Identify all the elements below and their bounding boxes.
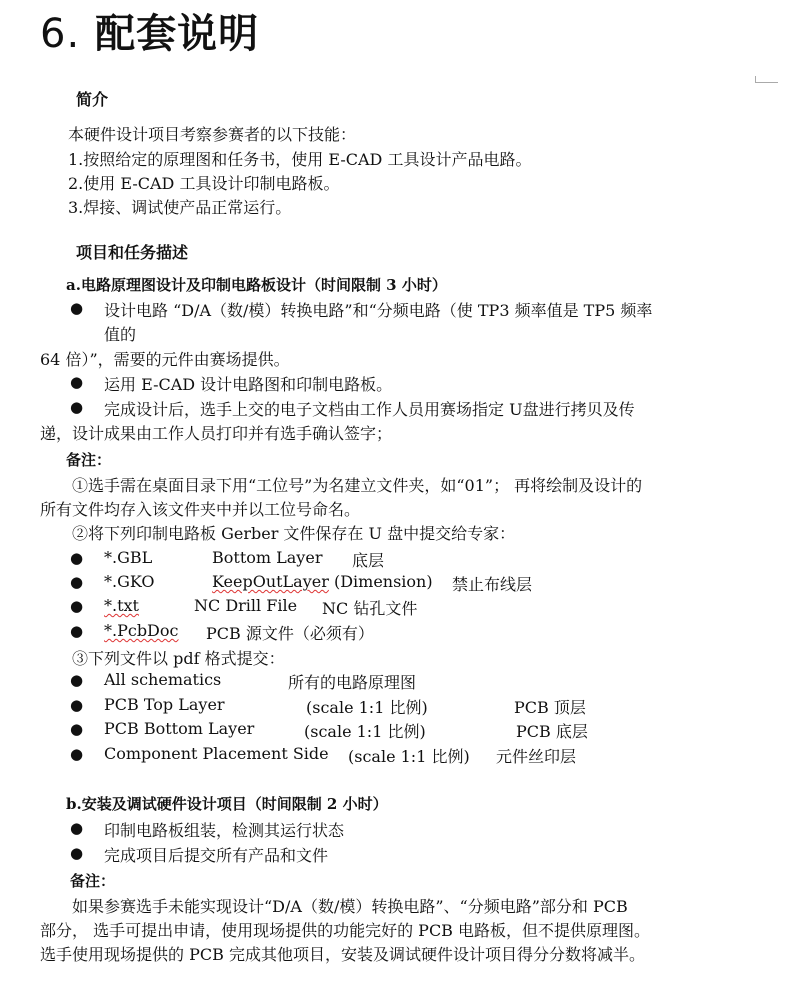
task-a-item-cont: 64 倍）”，需要的元件由赛场提供。 — [40, 350, 290, 369]
bullet-icon: ● — [70, 398, 84, 416]
bullet-icon: ● — [70, 720, 84, 738]
bullet-icon: ● — [70, 622, 84, 640]
gerber-ext: *.PcbDoc — [104, 621, 179, 640]
bullet-icon: ● — [70, 373, 84, 391]
gerber-name-main: KeepOutLayer — [212, 572, 329, 591]
task-a-item-cont: 递，设计成果由工作人员打印并有选手确认签字； — [40, 424, 393, 443]
task-a-item: 完成设计后，选手上交的电子文档由工作人员用赛场指定 U盘进行拷贝及传 — [104, 400, 635, 419]
note-heading: 备注： — [70, 872, 116, 890]
intro-item: 2.使用 E-CAD 工具设计印制电路板。 — [68, 174, 340, 193]
pdf-name: All schematics — [104, 670, 222, 689]
gerber-desc: 底层 — [352, 551, 385, 570]
project-heading: 项目和任务描述 — [76, 243, 189, 262]
pdf-scale: 所有的电路原理图 — [288, 673, 417, 692]
gerber-name — [212, 572, 433, 591]
section-title: 配套说明 — [95, 11, 260, 57]
gerber-ext: *.GBL — [104, 548, 153, 567]
note-item-cont: 所有文件均存入该文件夹中并以工位号命名。 — [40, 500, 361, 519]
note-item: ②将下列印制电路板 Gerber 文件保存在 U 盘中提交给专家： — [72, 524, 516, 543]
gerber-desc: NC 钻孔文件 — [322, 599, 418, 618]
bullet-icon: ● — [70, 597, 84, 615]
pdf-name: Component Placement Side — [104, 744, 329, 763]
section-number: 6. — [40, 11, 81, 57]
pdf-scale: (scale 1:1 比例) — [306, 698, 428, 717]
bullet-icon: ● — [70, 745, 84, 763]
pdf-scale: (scale 1:1 比例) — [348, 747, 470, 766]
bullet-icon: ● — [70, 549, 84, 567]
task-b-item: 完成项目后提交所有产品和文件 — [104, 846, 329, 865]
task-a-item: 设计电路 “D/A（数/模）转换电路”和“分频电路（使 TP3 频率值是 TP5 频率 — [104, 301, 653, 320]
bullet-icon: ● — [70, 819, 84, 837]
section-a-heading: a.电路原理图设计及印制电路板设计（时间限制 3 小时） — [66, 276, 447, 294]
pdf-desc: PCB 底层 — [516, 722, 588, 741]
intro-item: 3.焊接、调试使产品正常运行。 — [68, 198, 292, 217]
bullet-icon: ● — [70, 671, 84, 689]
bullet-icon: ● — [70, 299, 84, 317]
page-corner-mark — [755, 76, 778, 83]
gerber-ext: *.txt — [104, 596, 139, 615]
note-heading: 备注： — [66, 451, 112, 469]
intro-lead: 本硬件设计项目考察参赛者的以下技能： — [68, 125, 357, 144]
intro-heading: 简介 — [76, 90, 109, 109]
pdf-desc: 元件丝印层 — [496, 747, 577, 766]
task-a-item: 运用 E-CAD 设计电路图和印制电路板。 — [104, 375, 393, 394]
pdf-name: PCB Bottom Layer — [104, 719, 255, 738]
gerber-name-extra: (Dimension) — [328, 572, 433, 591]
pdf-name: PCB Top Layer — [104, 695, 225, 714]
gerber-desc: 禁止布线层 — [452, 575, 533, 594]
intro-item: 1.按照给定的原理图和任务书，使用 E-CAD 工具设计产品电路。 — [68, 150, 532, 169]
page-title — [40, 2, 259, 59]
pdf-desc: PCB 顶层 — [514, 698, 586, 717]
bullet-icon: ● — [70, 573, 84, 591]
note-item: ①选手需在桌面目录下用“工位号”为名建立文件夹，如“01”； 再将绘制及设计的 — [72, 476, 643, 495]
note-text: 部分， 选手可提出申请，使用现场提供的功能完好的 PCB 电路板，但不提供原理图。 — [40, 921, 651, 940]
gerber-ext: *.GKO — [104, 572, 155, 591]
task-b-item: 印制电路板组装，检测其运行状态 — [104, 821, 345, 840]
gerber-name: PCB 源文件（必须有） — [206, 624, 374, 643]
pdf-scale: (scale 1:1 比例) — [304, 722, 426, 741]
note-text: 如果参赛选手未能实现设计“D/A（数/模）转换电路”、“分频电路”部分和 PCB — [72, 897, 628, 916]
task-a-item-cont: 值的 — [104, 325, 137, 344]
bullet-icon: ● — [70, 844, 84, 862]
note-item: ③下列文件以 pdf 格式提交： — [72, 649, 285, 668]
gerber-name: Bottom Layer — [212, 548, 323, 567]
gerber-name: NC Drill File — [194, 596, 298, 615]
note-text: 选手使用现场提供的 PCB 完成其他项目，安装及调试硬件设计项目得分分数将减半。 — [40, 945, 645, 964]
section-b-heading: b.安装及调试硬件设计项目（时间限制 2 小时） — [66, 795, 388, 813]
bullet-icon: ● — [70, 696, 84, 714]
